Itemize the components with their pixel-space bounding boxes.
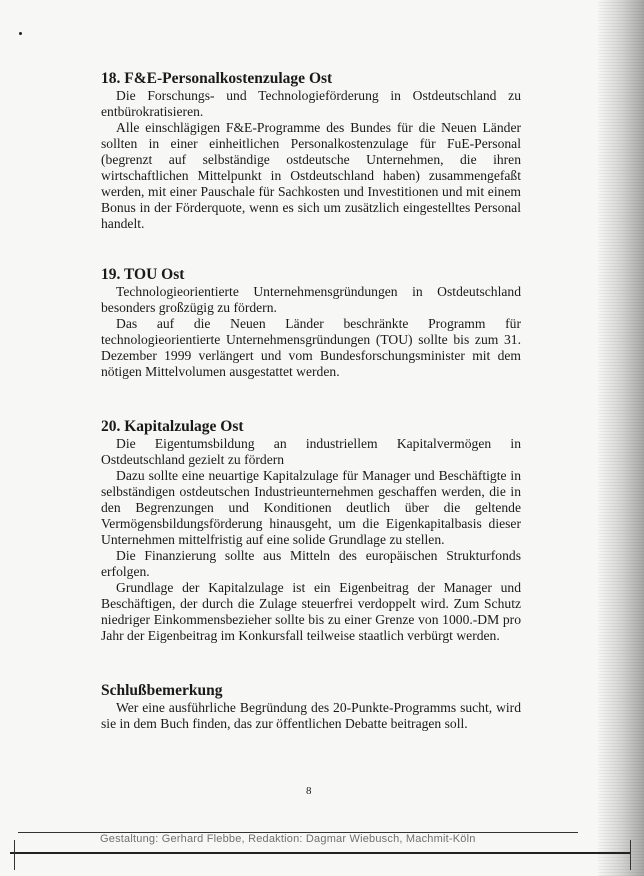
footer-credits: Gestaltung: Gerhard Flebbe, Redaktion: Dagmar Wiebusch, Machmit-Köln — [100, 833, 476, 845]
paragraph: Grundlage der Kapitalzulage ist ein Eigenbeitrag der Manager und Beschäftigen, der durch die Zulage steuerfrei verdoppelt wird. Zum Schutz niedriger Einkommensbezieher sollte bis zu einer Grenze von 1000.-DM pro Jahr der Eigenbeitrag im Konkursfall teilweise staatlich verbürgt werden. — [101, 580, 521, 643]
scan-edge-shadow — [598, 0, 644, 876]
paragraph: Technologieorientierte Unternehmensgründungen in Ostdeutschland besonders großzügig zu fördern. — [101, 284, 521, 315]
page-number: 8 — [306, 785, 312, 797]
crop-mark — [630, 840, 631, 870]
section-heading: Schlußbemerkung — [101, 682, 223, 699]
paragraph: Die Forschungs- und Technologieförderung in Ostdeutschland zu entbürokratisieren. — [101, 88, 521, 119]
paragraph: Dazu sollte eine neuartige Kapitalzulage für Manager und Beschäftigte in selbständigen ostdeutschen Industrieunternehmen geschaffen werden, die in den Begrenzungen und Konditionen deutlich über die geltende Vermögensbildungsförderung hinausgeht, um die Eigenkapitalbasis dieser Unternehmen mittelfristig auf eine solide Grundlage zu stellen. — [101, 468, 521, 547]
paragraph: Alle einschlägigen F&E-Programme des Bundes für die Neuen Länder sollten in einer einheitlichen Personalkostenzulage für FuE-Personal (begrenzt auf selbständige ostdeutsche Unternehmen, die ihren wirtschaftlichen Mittelpunkt in Ostdeutschland haben) zusammengefaßt werden, mit einer Pauschale für Sachkosten und Investitionen und mit einem Bonus in der Förderquote, wenn es sich um zusätzlich eingestelltes Personal handelt. — [101, 120, 521, 231]
scan-speck — [19, 32, 22, 35]
paragraph: Wer eine ausführliche Begründung des 20-Punkte-Programms sucht, wird sie in dem Buch finden, das zur öffentlichen Debatte beitragen soll. — [101, 700, 521, 731]
section-heading: 20. Kapitalzulage Ost — [101, 418, 244, 435]
section-closing-remark — [101, 682, 521, 732]
paragraph: Das auf die Neuen Länder beschränkte Programm für technologieorientierte Unternehmensgründungen (TOU) sollte bis zum 31. Dezember 1999 verlängert und vom Bundesforschungsminister mit dem nötigen Mittelvolumen ausgestattet werden. — [101, 316, 521, 379]
paragraph: Die Finanzierung sollte aus Mitteln des europäischen Strukturfonds erfolgen. — [101, 548, 521, 579]
section-heading: 18. F&E-Personalkostenzulage Ost — [101, 70, 333, 87]
section-18 — [101, 70, 521, 232]
document-body — [101, 70, 521, 770]
footer-rule-bottom — [10, 852, 630, 854]
paragraph: Die Eigentumsbildung an industriellem Kapitalvermögen in Ostdeutschland gezielt zu fördern — [101, 436, 521, 467]
section-20 — [101, 418, 521, 644]
section-19 — [101, 266, 521, 380]
section-heading: 19. TOU Ost — [101, 266, 185, 283]
crop-mark — [14, 840, 15, 870]
